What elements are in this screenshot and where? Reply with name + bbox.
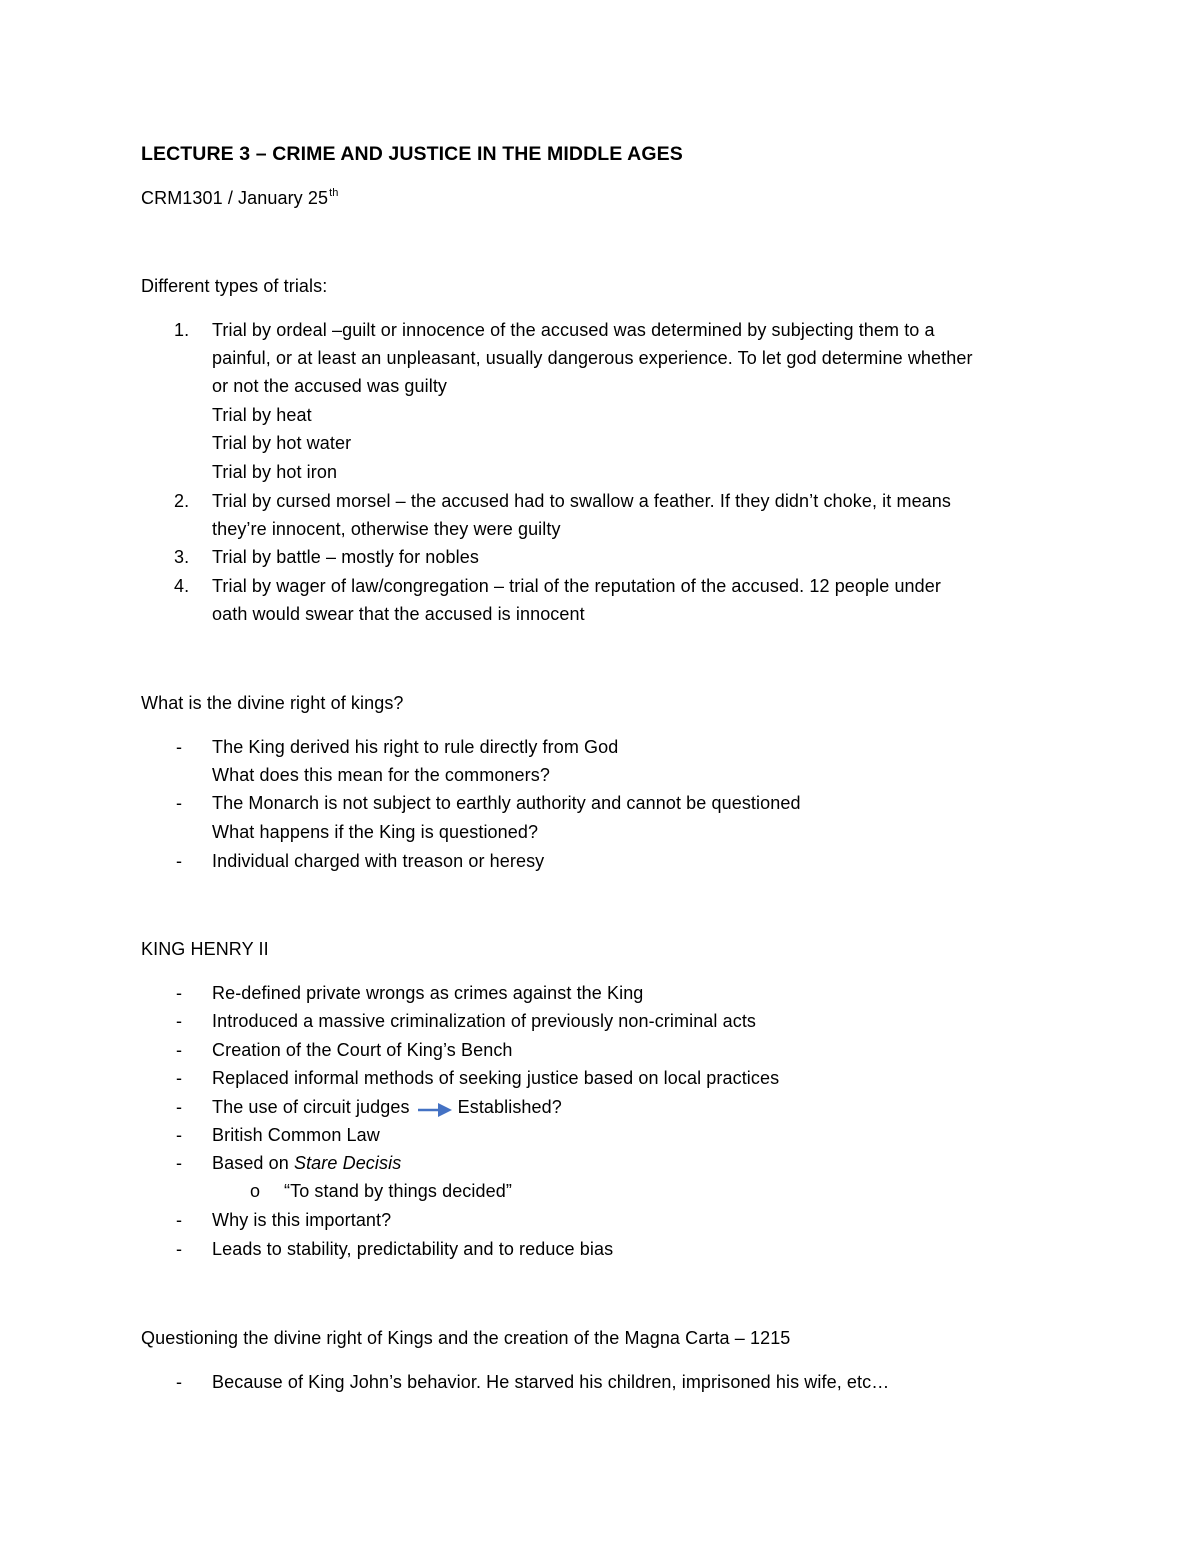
list-line: What happens if the King is questioned? xyxy=(212,822,539,842)
list-line: What does this mean for the commoners? xyxy=(212,765,550,785)
list-line: Trial by hot iron xyxy=(212,462,338,482)
bullet-dash: - xyxy=(176,793,183,813)
list-line: Introduced a massive criminalization of previously non-criminal acts xyxy=(212,1011,757,1031)
list-number: 2. xyxy=(174,491,190,511)
list-line: Trial by ordeal –guilt or innocence of the accused was determined by subjecting them to a xyxy=(212,320,935,340)
divine-heading: What is the divine right of kings? xyxy=(141,693,404,713)
list-line: Trial by cursed morsel – the accused had to swallow a feather. If they didn’t choke, it means xyxy=(212,491,952,511)
circuit-after: Established? xyxy=(457,1097,562,1117)
list-line: Individual charged with treason or heresy xyxy=(212,851,545,871)
circuit-before: The use of circuit judges xyxy=(212,1097,410,1117)
bullet-dash: - xyxy=(176,1097,183,1117)
list-line: Trial by heat xyxy=(212,405,312,425)
list-line: “To stand by things decided” xyxy=(284,1181,512,1201)
bullet-dash: - xyxy=(176,1210,183,1230)
document-title: LECTURE 3 – CRIME AND JUSTICE IN THE MIDDLE AGES xyxy=(141,143,683,165)
list-line: painful, or at least an unpleasant, usually dangerous experience. To let god determine whether xyxy=(212,348,973,368)
bullet-dash: - xyxy=(176,983,183,1003)
bullet-dash: - xyxy=(176,851,183,871)
list-line: Re-defined private wrongs as crimes against the King xyxy=(212,983,644,1003)
list-number: 3. xyxy=(174,547,190,567)
magna-heading: Questioning the divine right of Kings and the creation of the Magna Carta – 1215 xyxy=(141,1328,791,1348)
bullet-dash: - xyxy=(176,1239,183,1259)
henry-heading: KING HENRY II xyxy=(141,939,269,959)
trials-heading: Different types of trials: xyxy=(141,276,328,296)
course-date xyxy=(141,187,338,209)
bullet-dash: - xyxy=(176,1372,183,1392)
course-label: CRM1301 / January 25 xyxy=(141,188,329,208)
list-line: oath would swear that the accused is innocent xyxy=(212,604,585,624)
list-line: Replaced informal methods of seeking justice based on local practices xyxy=(212,1068,780,1088)
bullet-dash: - xyxy=(176,1125,183,1145)
list-number: 1. xyxy=(174,320,190,340)
bullet-dash: - xyxy=(176,737,183,757)
list-line: Trial by hot water xyxy=(212,433,352,453)
stare-italic: Stare Decisis xyxy=(293,1153,402,1173)
list-line: Leads to stability, predictability and to reduce bias xyxy=(212,1239,614,1259)
list-line: Why is this important? xyxy=(212,1210,392,1230)
list-number: 4. xyxy=(174,576,190,596)
stare-decisis-line xyxy=(212,1153,401,1174)
list-line: Because of King John’s behavior. He starved his children, imprisoned his wife, etc… xyxy=(212,1372,890,1392)
circuit-judges-line xyxy=(212,1097,562,1118)
bullet-dash: - xyxy=(176,1153,183,1173)
list-line: Trial by wager of law/congregation – trial of the reputation of the accused. 12 people under xyxy=(212,576,941,596)
bullet-dash: - xyxy=(176,1068,183,1088)
list-line: British Common Law xyxy=(212,1125,380,1145)
list-line: Creation of the Court of King’s Bench xyxy=(212,1040,513,1060)
list-line: they’re innocent, otherwise they were guilty xyxy=(212,519,561,539)
list-line: The Monarch is not subject to earthly authority and cannot be questioned xyxy=(212,793,801,813)
list-line: or not the accused was guilty xyxy=(212,376,448,396)
list-line: Trial by battle – mostly for nobles xyxy=(212,547,479,567)
right-arrow-icon xyxy=(418,1101,454,1115)
bullet-dash: - xyxy=(176,1011,183,1031)
stare-before: Based on xyxy=(212,1153,294,1173)
date-suffix: th xyxy=(329,187,339,199)
sub-bullet: o xyxy=(250,1181,261,1201)
list-line: The King derived his right to rule directly from God xyxy=(212,737,619,757)
bullet-dash: - xyxy=(176,1040,183,1060)
